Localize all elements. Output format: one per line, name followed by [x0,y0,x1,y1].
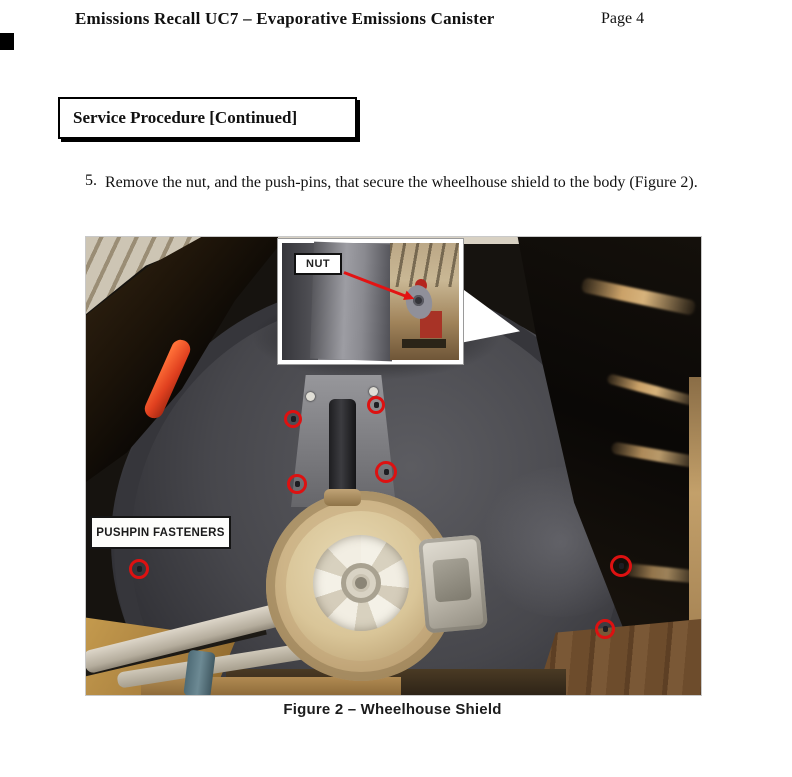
strut-bolt [369,387,378,396]
hub-center [355,577,367,589]
nut-label: NUT [294,253,342,275]
procedure-step-5 [85,172,710,193]
section-heading-box [58,97,357,139]
pushpin-circle [367,396,385,414]
scan-artifact-mark [0,33,14,50]
pushpin-circle [610,555,632,577]
step-text: Remove the nut, and the push-pins, that secure the wheelhouse shield to the body (Figure 2). [105,174,698,191]
figure-caption: Figure 2 – Wheelhouse Shield [283,701,502,718]
caliper-bracket [432,558,472,603]
document-header [0,0,792,40]
jack-stand [183,650,215,696]
section-heading: Service Procedure [Continued] [73,108,298,127]
figure-2 [85,236,700,718]
spring-perch [324,489,361,506]
strut-bolt [306,392,315,401]
nut-inset-callout [278,239,463,364]
pushpin-circle [129,559,149,579]
pushpin-circle [284,410,302,428]
pushpin-circle [375,461,397,483]
document-title: Emissions Recall UC7 – Evaporative Emissions Canister [75,9,495,28]
step-number: 5. [85,172,97,189]
wheelhouse-photo [85,236,702,696]
pushpin-circle [595,619,615,639]
inset-shelf [402,339,446,348]
pushpin-circle [287,474,307,494]
pushpin-fasteners-label: PUSHPIN FASTENERS [90,516,231,549]
page-number: Page 4 [601,10,645,27]
